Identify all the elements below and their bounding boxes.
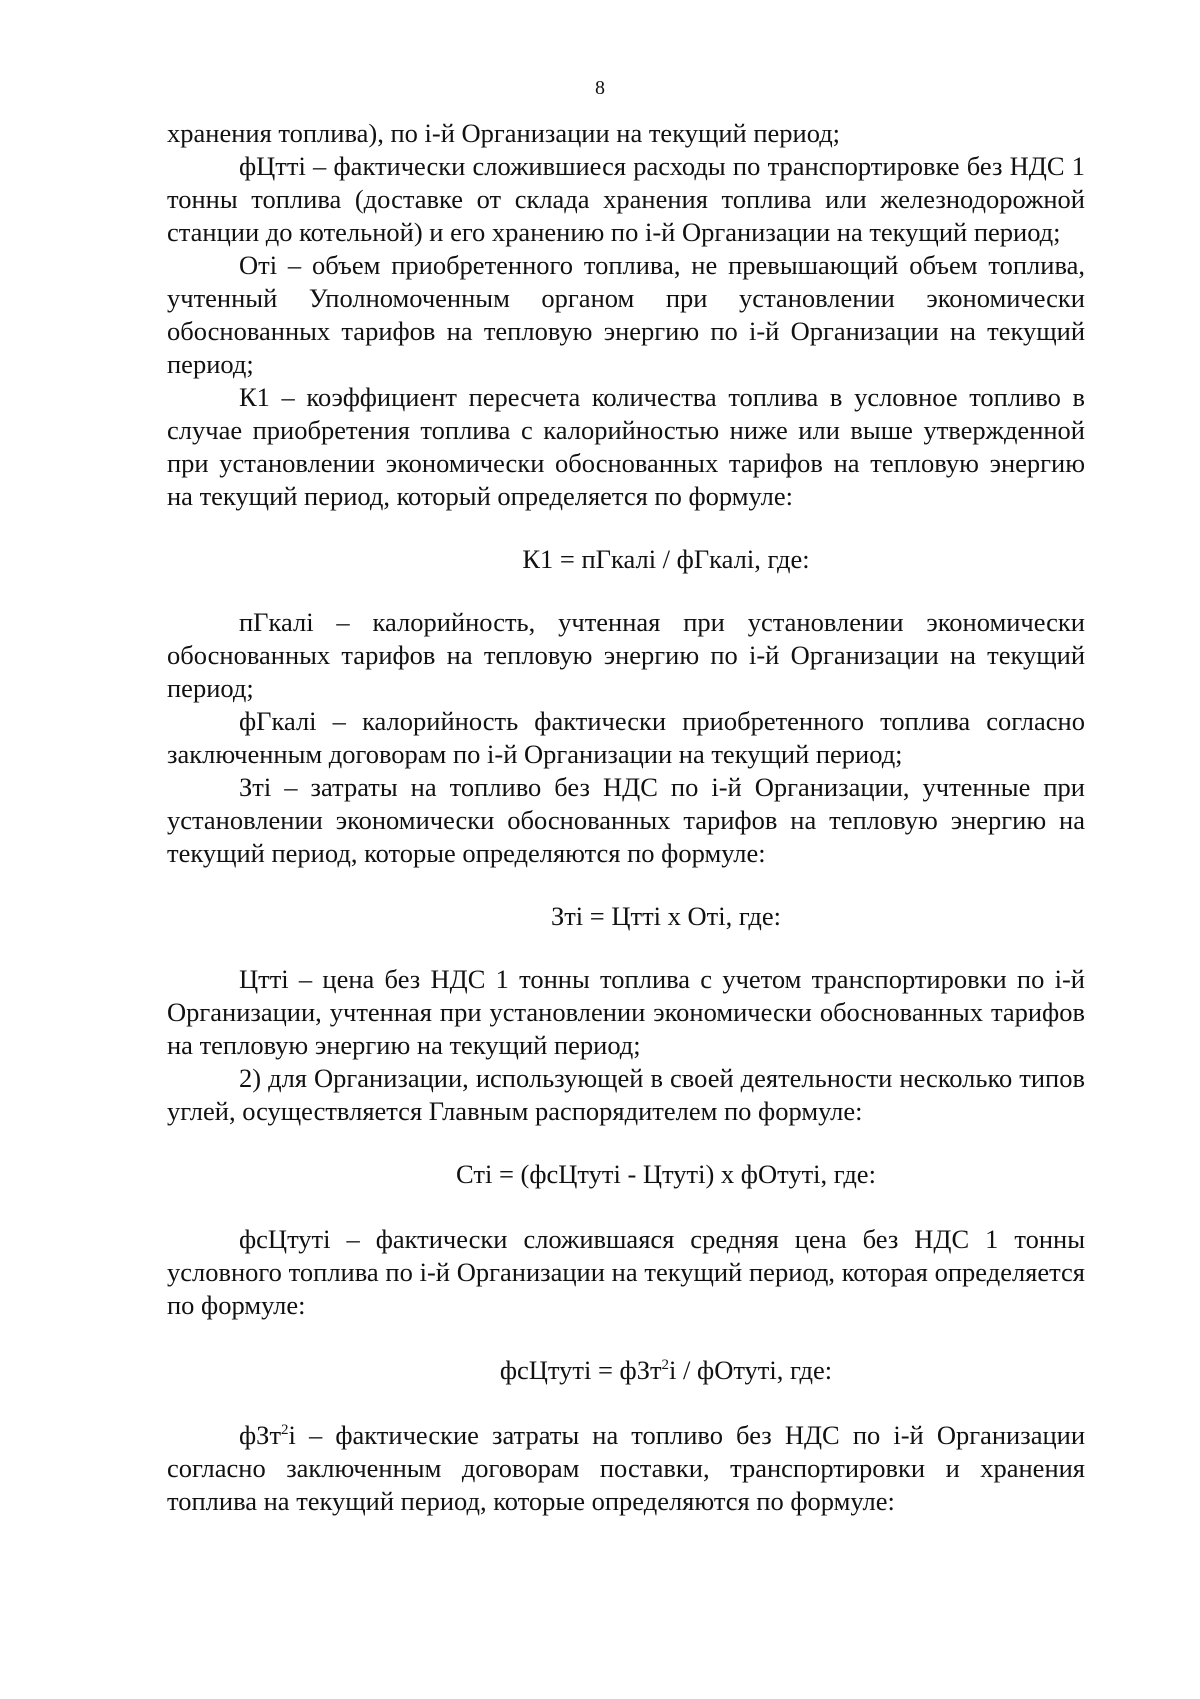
formula: Сті = (фсЦтуті - Цтуті) х фОтуті, где: xyxy=(456,1159,876,1189)
superscript: 2 xyxy=(661,1357,670,1374)
paragraph: 2) для Организации, использующей в своей деятельности несколько типов углей, осуществляется Главным распорядителем по формуле: xyxy=(167,1063,1085,1126)
paragraph xyxy=(167,1419,1085,1518)
formula xyxy=(167,1354,1085,1387)
paragraph: фГкалі – калорийность фактически приобретенного топлива согласно заключенным договорам по i-й Организации на текущий период; xyxy=(167,706,1085,769)
page-number: 8 xyxy=(595,77,605,99)
paragraph: фЦтті – фактически сложившиеся расходы по транспортировке без НДС 1 тонны топлива (доставке от склада хранения топлива или железнодорожной станции до котельной) и его хранению по i-й Организации на текущий период; xyxy=(167,151,1085,247)
paragraph: пГкалі – калорийность, учтенная при установлении экономически обоснованных тарифов на тепловую энергию по i-й Организации на текущий период; xyxy=(167,607,1085,703)
paragraph: хранения топлива), по i-й Организации на текущий период; xyxy=(167,118,841,148)
paragraph: фсЦтуті – фактически сложившаяся средняя цена без НДС 1 тонны условного топлива по i-й Организации на текущий период, которая определяется по формуле: xyxy=(167,1224,1085,1320)
formula: Зті = Цтті х Оті, где: xyxy=(550,901,782,931)
paragraph: Цтті – цена без НДС 1 тонны топлива с учетом транспортировки по i-й Организации, учтенная при установлении экономически обоснованных тарифов на тепловую энергию на текущий период; xyxy=(167,964,1085,1060)
paragraph: К1 – коэффициент пересчета количества топлива в условное топливо в случае приобретения топлива с калорийностью ниже или выше утвержденной при установлении экономически обоснованных тарифов на тепловую энергию на текущий период, который определяется по формуле: xyxy=(167,382,1085,511)
formula-part: фсЦтуті = фЗт xyxy=(499,1355,662,1385)
superscript: 2 xyxy=(281,1422,289,1439)
paragraph: Зті – затраты на топливо без НДС по i-й Организации, учтенные при установлении экономически обоснованных тарифов на тепловую энергию на текущий период, которые определяются по формуле: xyxy=(167,772,1085,868)
formula: К1 = пГкалі / фГкалі, где: xyxy=(522,544,810,574)
text-part: i – фактические затраты на топливо без НДС по i-й Организации согласно заключенным договорам поставки, транспортировки и хранения топлива на текущий период, которые определяются по формуле: xyxy=(167,1420,1085,1516)
text-part: фЗт xyxy=(239,1420,282,1450)
paragraph: Оті – объем приобретенного топлива, не превышающий объем топлива, учтенный Уполномоченным органом при установлении экономически обоснованных тарифов на тепловую энергию по i-й Организации на текущий период; xyxy=(167,250,1085,379)
body-text xyxy=(167,117,1085,1518)
formula-part: i / фОтуті, где: xyxy=(669,1355,833,1385)
